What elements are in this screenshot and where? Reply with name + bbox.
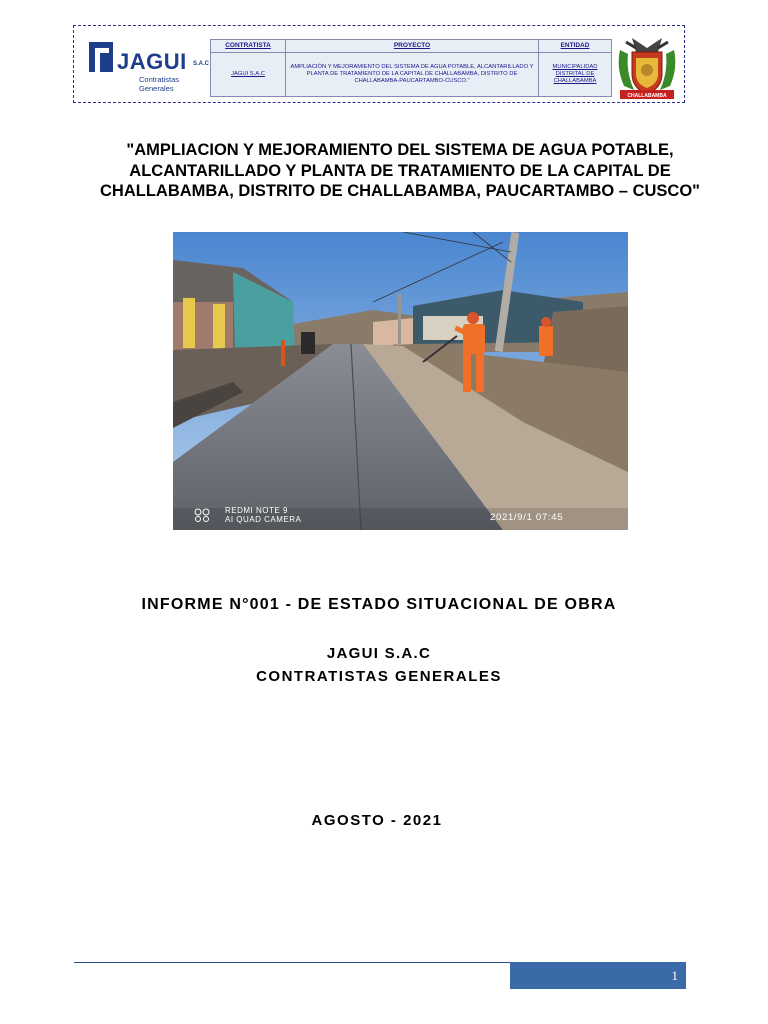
page-number-box [510, 962, 686, 989]
contratista-value: JAGUI S.A.C [231, 71, 265, 77]
contratista-column [211, 40, 286, 96]
contratista-heading: CONTRATISTA [211, 40, 285, 53]
proyecto-value: AMPLIACIÓN Y MEJORAMIENTO DEL SISTEMA DE AGUA POTABLE, ALCANTARILLADO Y PLANTA DE TRATAMIENTO DE LA CAPITAL DE CHALLABAMBA, DISTRITO DE CHALLABAMBA-PAUCARTAMBO-CUSCO." [290, 64, 534, 84]
camera-label: AI QUAD CAMERA [225, 515, 302, 524]
entidad-heading: ENTIDAD [539, 40, 611, 53]
street-works-photo [173, 232, 628, 530]
proyecto-column [286, 40, 539, 96]
report-date: AGOSTO - 2021 [311, 812, 443, 829]
report-title-wrap [0, 596, 768, 614]
logo-name: JAGUI [117, 49, 187, 74]
company-subtitle: CONTRATISTAS GENERALES [256, 668, 502, 685]
document-header [73, 25, 685, 103]
page-number: 1 [671, 968, 678, 983]
camera-lens-icon [193, 508, 215, 522]
worker-figure-2 [539, 317, 553, 356]
municipal-crest-icon [612, 28, 682, 102]
jagui-logo [87, 40, 210, 93]
entidad-column [539, 40, 611, 96]
company-name: JAGUI S.A.C [326, 645, 432, 662]
crest-label: CHALLABAMBA [627, 93, 667, 99]
photo-timestamp: 2021/9/1 07:45 [490, 512, 564, 523]
site-photo [173, 232, 628, 530]
proyecto-heading: PROYECTO [286, 40, 538, 53]
entidad-value: MUNICIPALIDAD DISTRITAL DE CHALLABAMBA [552, 64, 598, 84]
project-title: "AMPLIACION Y MEJORAMIENTO DEL SISTEMA DE AGUA POTABLE, ALCANTARILLADO Y PLANTA DE TRATAMIENTO DE LA CAPITAL DE CHALLABAMBA, DISTRITO DE CHALLABAMBA, PAUCARTAMBO – CUSCO" [100, 141, 700, 200]
report-title: INFORME N°001 - DE ESTADO SITUACIONAL DE OBRA [141, 596, 617, 613]
camera-watermark [225, 506, 301, 524]
logo-tagline: Contratistas Generales [139, 75, 180, 93]
logo-suffix: S.A.C [193, 61, 210, 67]
camera-model: REDMI NOTE 9 [225, 506, 288, 515]
header-info-table [210, 39, 612, 97]
jagui-logo-mark-icon [89, 42, 113, 72]
